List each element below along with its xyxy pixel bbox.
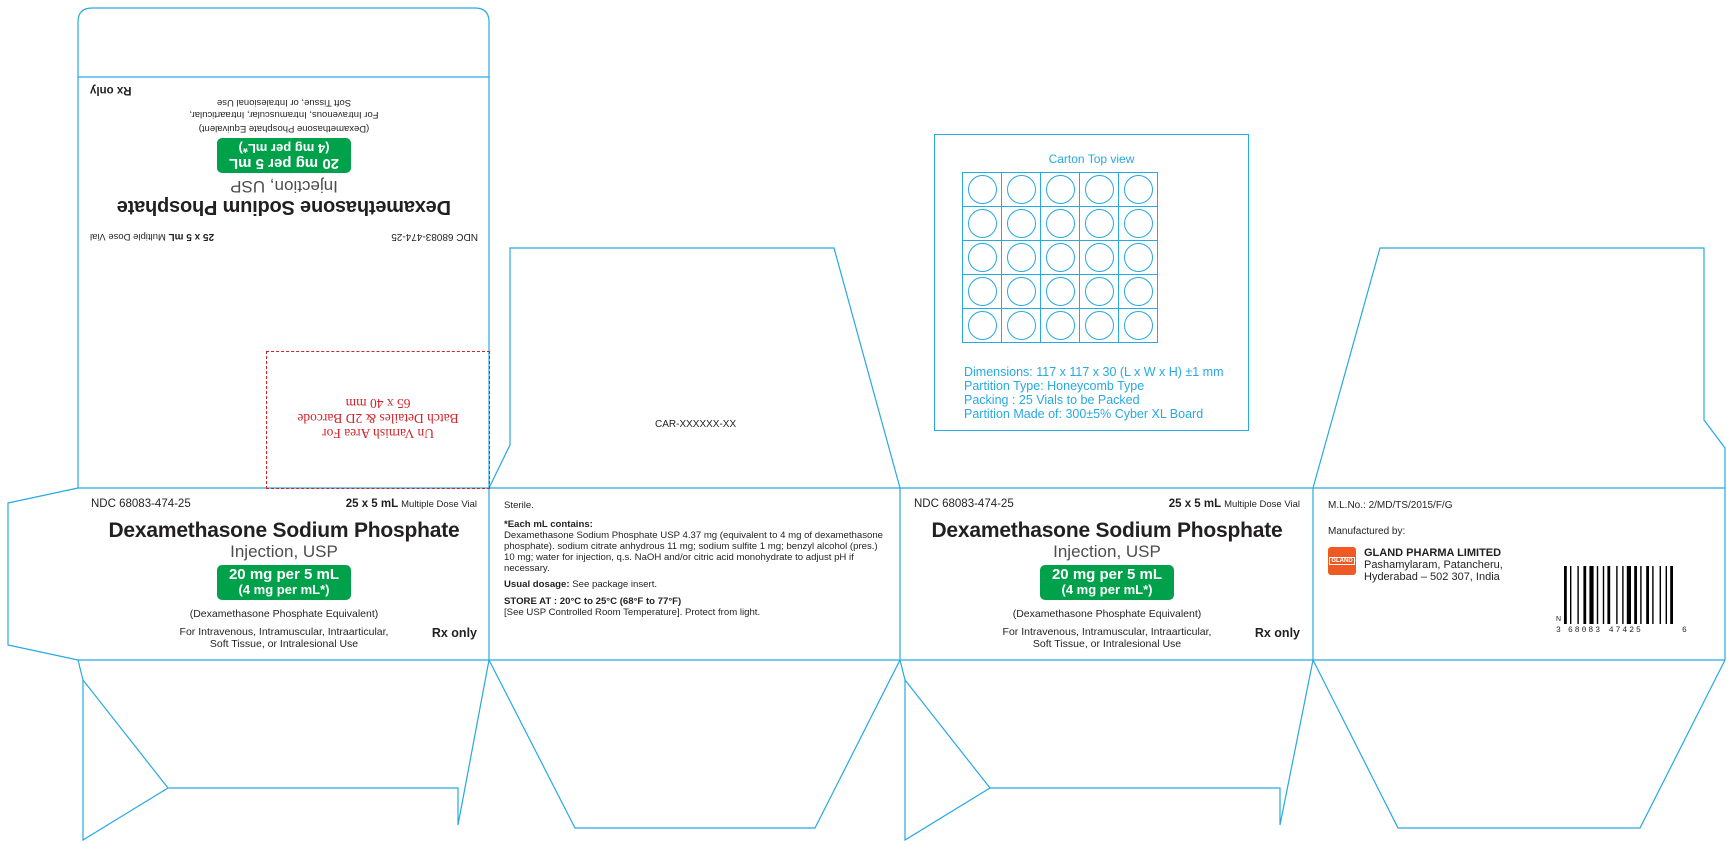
vial-cell: [1002, 275, 1041, 309]
vial-circle: [1124, 175, 1153, 204]
vial-cell: [1080, 275, 1119, 309]
vial-circle: [1085, 311, 1114, 340]
vial-cell: [1080, 241, 1119, 275]
company-address: Pashamylaram, Patancheru, Hyderabad – 502 307, India: [1364, 559, 1503, 583]
vial-cell: [1119, 241, 1158, 275]
barcode: [1556, 566, 1688, 636]
vial-circle: [1007, 277, 1036, 306]
vial-circle: [1046, 277, 1075, 306]
vial-circle: [1085, 277, 1114, 306]
company-name: GLAND PHARMA LIMITED: [1364, 547, 1502, 559]
ndc-number: NDC 68083-474-25: [914, 498, 1014, 510]
equivalent-note: (Dexamethasone Phosphate Equivalent): [189, 608, 379, 620]
strength-badge: 20 mg per 5 mL (4 mg per mL*): [91, 565, 477, 600]
carton-spec-line: Dimensions: 117 x 117 x 30 (L x W x H) ±1 mm: [964, 365, 1224, 379]
vial-cell: [1080, 173, 1119, 207]
vial-cell: [1041, 207, 1080, 241]
vial-cell: [963, 275, 1002, 309]
barcode-bar: [1660, 566, 1661, 624]
vial-cell: [1002, 173, 1041, 207]
vial-cell: [1041, 241, 1080, 275]
barcode-bar: [1640, 566, 1641, 624]
barcode-bars: [1564, 566, 1682, 624]
carton-specs: [964, 365, 1248, 421]
product-name: Dexamethasone Sodium Phosphate: [108, 519, 460, 542]
vial-circle: [1007, 243, 1036, 272]
barcode-bar: [1616, 566, 1617, 624]
ndc-number: NDC 68083-474-25: [91, 498, 191, 510]
vial-circle: [1124, 311, 1153, 340]
barcode-bar: [1583, 566, 1586, 624]
ndc-number: NDC 68083-474-25: [391, 231, 478, 242]
barcode-bar: [1607, 566, 1610, 624]
equivalent-note: (Dexamethasone Phosphate Equivalent): [198, 123, 370, 134]
vial-cell: [1041, 275, 1080, 309]
front-label-panel-2: [914, 498, 1300, 648]
unvarnish-text: Un Varnish Area For Batch Detailes & 2D Barcode 65 x 40 mm: [297, 396, 459, 441]
vial-cell: [963, 207, 1002, 241]
carton-spec-line: Partition Made of: 300±5% Cyber XL Board: [964, 407, 1204, 421]
barcode-bar: [1627, 566, 1631, 624]
route-text: For Intravenous, Intramuscular, Intraarticular, Soft Tissue, or Intralesional Use: [179, 626, 389, 650]
barcode-bar: [1646, 566, 1649, 624]
vial-cell: [1002, 207, 1041, 241]
barcode-bar: [1666, 566, 1667, 624]
vial-cell: [1119, 309, 1158, 343]
barcode-bar: [1589, 566, 1593, 624]
barcode-prefix: N: [1556, 616, 1562, 623]
vial-cell: [1002, 309, 1041, 343]
car-code: CAR-XXXXXX-XX: [655, 419, 737, 430]
store-heading: STORE AT : 20°C to 25°C (68°F to 77°F): [504, 596, 682, 607]
rx-only: Rx only: [90, 84, 132, 96]
equivalent-note: (Dexamethasone Phosphate Equivalent): [1012, 608, 1202, 620]
barcode-left-digit: 3: [1556, 626, 1561, 635]
ml-number: M.L.No.: 2/MD/TS/2015/F/G: [1328, 500, 1453, 511]
carton-top-title: Carton Top view: [1048, 152, 1135, 166]
vial-cell: [1041, 173, 1080, 207]
vial-circle: [1124, 209, 1153, 238]
vial-cell: [1119, 207, 1158, 241]
product-form: Injection, USP: [1053, 542, 1161, 561]
vial-circle: [1007, 311, 1036, 340]
vial-cell: [1119, 173, 1158, 207]
vial-cell: [1119, 275, 1158, 309]
barcode-check-digit: 6: [1682, 626, 1687, 635]
vial-circle: [1124, 243, 1153, 272]
vial-circle: [1007, 209, 1036, 238]
vial-cell: [963, 241, 1002, 275]
strength-badge: 20 mg per 5 mL (4 mg per mL*): [90, 138, 478, 173]
vial-circle: [1085, 209, 1114, 238]
vial-cell: [1002, 241, 1041, 275]
unvarnish-area: [266, 351, 490, 489]
route-text: For Intravenous, Intramuscular, Intraarticular, Soft Tissue, or Intralesional Use: [189, 97, 379, 120]
vial-circle: [1085, 243, 1114, 272]
product-form: Injection, USP: [230, 542, 338, 561]
barcode-digits: 68083 47425: [1568, 626, 1643, 635]
vial-circle: [1046, 175, 1075, 204]
product-form: Injection, USP: [230, 177, 338, 196]
count: 25 x 5 mL Multiple Dose Vial: [90, 231, 215, 242]
store-text: [See USP Controlled Room Temperature]. Protect from light.: [504, 607, 761, 618]
product-name: Dexamethasone Sodium Phosphate: [116, 196, 452, 218]
manufactured-by: Manufactured by:: [1328, 526, 1406, 537]
vial-circle: [968, 243, 997, 272]
barcode-bar: [1577, 566, 1578, 624]
sterile-text: Sterile.: [504, 500, 534, 511]
barcode-bar: [1670, 566, 1673, 624]
strength-badge: 20 mg per 5 mL (4 mg per mL*): [914, 565, 1300, 600]
carton-top-view: [934, 134, 1249, 431]
vial-cell: [963, 309, 1002, 343]
front-label-panel: [91, 498, 477, 648]
vial-circle: [1046, 243, 1075, 272]
vial-circle: [968, 311, 997, 340]
top-flap-label: [90, 84, 478, 246]
count: 25 x 5 mL Multiple Dose Vial: [1168, 498, 1300, 510]
vial-circle: [968, 277, 997, 306]
carton-spec-line: Partition Type: Honeycomb Type: [964, 379, 1145, 393]
vial-circle: [1046, 311, 1075, 340]
carton-spec-line: Packing : 25 Vials to be Packed: [964, 393, 1140, 407]
barcode-bar: [1634, 566, 1637, 624]
vial-circle: [1124, 277, 1153, 306]
each-ml-heading: *Each mL contains:: [504, 519, 593, 530]
rx-only: Rx only: [431, 626, 477, 640]
barcode-bar: [1622, 566, 1623, 624]
info-panel: [504, 500, 884, 618]
barcode-bar: [1564, 566, 1567, 624]
vial-circle: [968, 175, 997, 204]
barcode-bar: [1597, 566, 1598, 624]
vial-cell: [1080, 207, 1119, 241]
each-ml-text: Dexamethasone Sodium Phosphate USP 4.37 mg (equivalent to 4 mg of dexamethasone phosphate). sodium citrate anhydrous 11 mg; sodium sulfite 1 mg; benzyl alcohol (pres.) 10 mg; water for injection, q.s. NaOH and/or citric acid monohydrate to adjust pH if necessary.: [504, 530, 884, 574]
vial-cell: [1041, 309, 1080, 343]
vial-circle: [1007, 175, 1036, 204]
barcode-bar: [1570, 566, 1571, 624]
barcode-bar: [1652, 566, 1653, 624]
gland-logo-icon: GLAND: [1328, 547, 1356, 575]
count: 25 x 5 mL Multiple Dose Vial: [345, 498, 477, 510]
rx-only: Rx only: [1254, 626, 1300, 640]
product-name: Dexamethasone Sodium Phosphate: [931, 519, 1283, 542]
vial-circle: [1046, 209, 1075, 238]
vial-circle: [1085, 175, 1114, 204]
barcode-bar: [1603, 566, 1604, 624]
vial-circle: [968, 209, 997, 238]
usual-dosage: Usual dosage: See package insert.: [504, 579, 658, 590]
vial-cell: [1080, 309, 1119, 343]
route-text: For Intravenous, Intramuscular, Intraarticular, Soft Tissue, or Intralesional Use: [1002, 626, 1212, 650]
vial-partition-grid: [962, 172, 1158, 343]
vial-cell: [963, 173, 1002, 207]
